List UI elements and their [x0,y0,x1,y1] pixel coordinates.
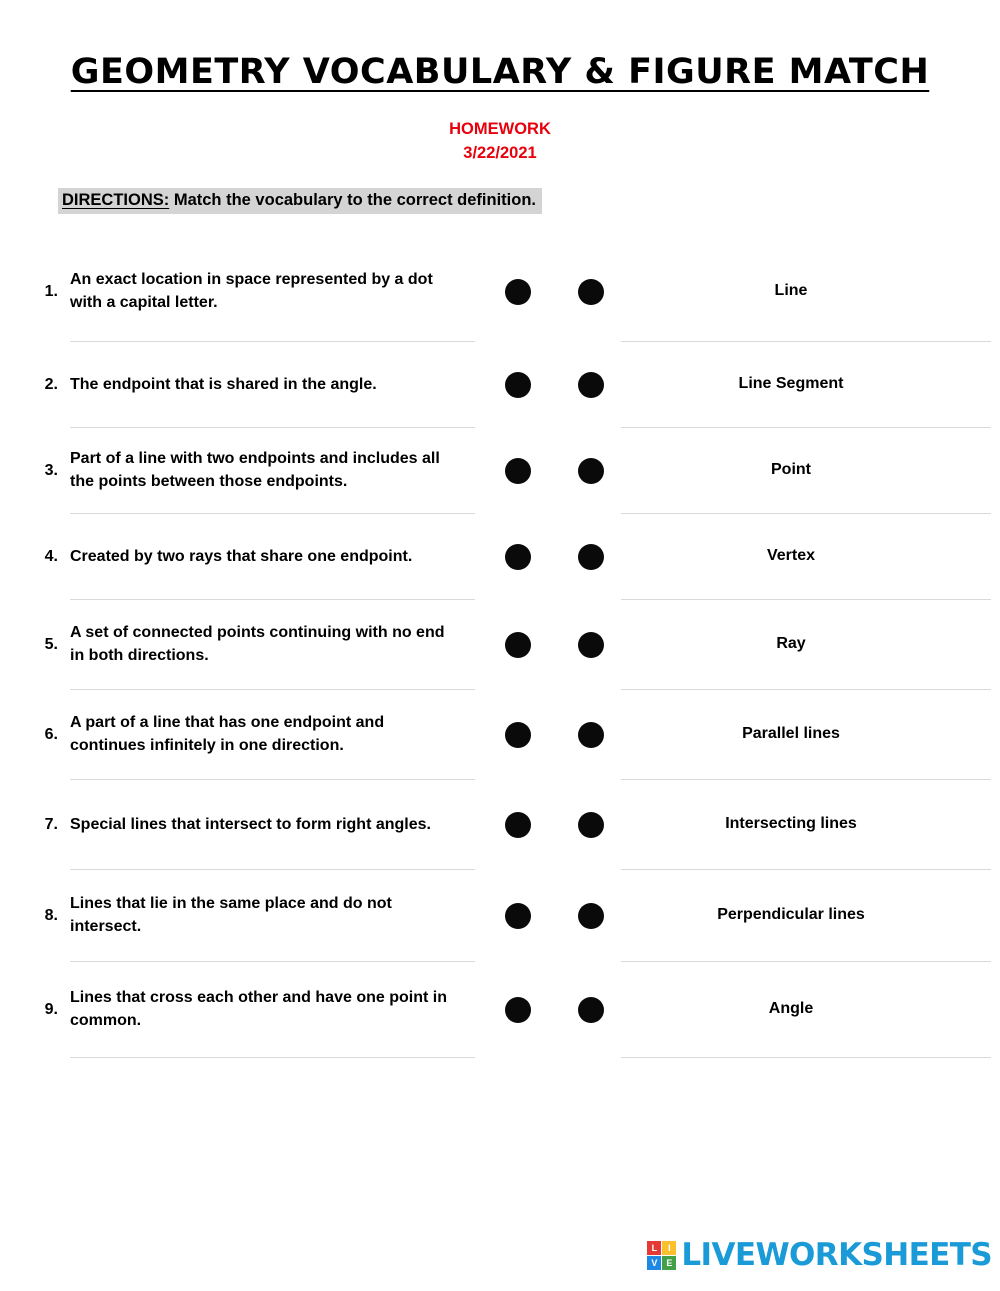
connector-dot-icon[interactable] [578,632,604,658]
connector-dot-icon[interactable] [505,544,531,570]
term-side [561,600,991,690]
right-connector[interactable] [561,690,621,780]
definition-text: A part of a line that has one endpoint and continues infinitely in one direction. [70,690,475,780]
right-connector[interactable] [561,242,621,342]
connector-dot-icon[interactable] [505,632,531,658]
item-number: 8. [44,906,58,924]
connector-dot-icon[interactable] [578,458,604,484]
definition-side [0,870,475,962]
connector-dot-icon[interactable] [578,279,604,305]
definition-side [0,342,475,428]
term-side [561,870,991,962]
item-number: 4. [44,547,58,565]
directions-row [0,188,1000,214]
definition-side [0,600,475,690]
item-number: 7. [44,815,58,833]
right-connector[interactable] [561,962,621,1058]
match-row [0,242,1000,342]
connector-dot-icon[interactable] [505,997,531,1023]
definition-text: Special lines that intersect to form right angles. [70,780,475,870]
matching-exercise [0,242,1000,1058]
left-connector[interactable] [475,428,561,514]
assignment-header [0,118,1000,166]
left-connector[interactable] [475,780,561,870]
right-connector[interactable] [561,870,621,962]
connector-dot-icon[interactable] [505,372,531,398]
connector-dot-icon[interactable] [578,722,604,748]
term-side [561,428,991,514]
definition-side [0,428,475,514]
connector-dot-icon[interactable] [578,903,604,929]
match-row [0,600,1000,690]
connector-dot-icon[interactable] [505,903,531,929]
directions-label: DIRECTIONS: [62,190,170,209]
logo-letter-e: E [662,1256,676,1270]
connector-dot-icon[interactable] [578,544,604,570]
term-text: Ray [621,600,991,690]
logo-letter-v: V [647,1256,661,1270]
definition-text: Lines that cross each other and have one point in common. [70,962,475,1058]
definition-text: Lines that lie in the same place and do not intersect. [70,870,475,962]
definition-text: An exact location in space represented by a dot with a capital letter. [70,242,475,342]
match-row [0,962,1000,1058]
term-side [561,342,991,428]
match-row [0,342,1000,428]
directions-text: Match the vocabulary to the correct definition. [173,190,536,209]
logo-letter-i: I [662,1241,676,1255]
assignment-date: 3/22/2021 [463,143,537,162]
connector-dot-icon[interactable] [505,722,531,748]
logo-letter-l: L [647,1241,661,1255]
right-connector[interactable] [561,600,621,690]
logo-squares-icon [647,1241,676,1270]
connector-dot-icon[interactable] [578,812,604,838]
left-connector[interactable] [475,514,561,600]
connector-dot-icon[interactable] [505,458,531,484]
left-connector[interactable] [475,242,561,342]
term-text: Perpendicular lines [621,870,991,962]
assignment-type: HOMEWORK [449,120,551,138]
item-number: 6. [44,725,58,743]
term-text: Angle [621,962,991,1058]
left-connector[interactable] [475,962,561,1058]
right-connector[interactable] [561,342,621,428]
definition-side [0,780,475,870]
left-connector[interactable] [475,870,561,962]
term-side [561,514,991,600]
liveworksheets-logo[interactable] [647,1237,992,1273]
item-number: 2. [44,375,58,393]
definition-side [0,962,475,1058]
term-text: Point [621,428,991,514]
left-connector[interactable] [475,690,561,780]
definition-side [0,690,475,780]
term-text: Line [621,242,991,342]
right-connector[interactable] [561,780,621,870]
definition-side [0,242,475,342]
right-connector[interactable] [561,514,621,600]
term-text: Parallel lines [621,690,991,780]
connector-dot-icon[interactable] [505,812,531,838]
term-text: Vertex [621,514,991,600]
connector-dot-icon[interactable] [578,372,604,398]
item-number: 5. [44,635,58,653]
match-row [0,690,1000,780]
term-text: Intersecting lines [621,780,991,870]
definition-text: The endpoint that is shared in the angle. [70,342,475,428]
connector-dot-icon[interactable] [578,997,604,1023]
directions-banner [58,188,542,214]
definition-side [0,514,475,600]
match-row [0,428,1000,514]
definition-text: A set of connected points continuing with no end in both directions. [70,600,475,690]
definition-text: Created by two rays that share one endpoint. [70,514,475,600]
left-connector[interactable] [475,342,561,428]
match-row [0,514,1000,600]
term-side [561,242,991,342]
logo-wordmark: LIVEWORKSHEETS [681,1237,992,1273]
page-title: GEOMETRY VOCABULARY & FIGURE MATCH [70,52,930,92]
item-number: 1. [44,282,58,300]
item-number: 3. [44,461,58,479]
item-number: 9. [44,1000,58,1018]
term-side [561,780,991,870]
left-connector[interactable] [475,600,561,690]
term-side [561,690,991,780]
right-connector[interactable] [561,428,621,514]
connector-dot-icon[interactable] [505,279,531,305]
term-text: Line Segment [621,342,991,428]
match-row [0,870,1000,962]
definition-text: Part of a line with two endpoints and includes all the points between those endpoints. [70,428,475,514]
term-side [561,962,991,1058]
match-row [0,780,1000,870]
